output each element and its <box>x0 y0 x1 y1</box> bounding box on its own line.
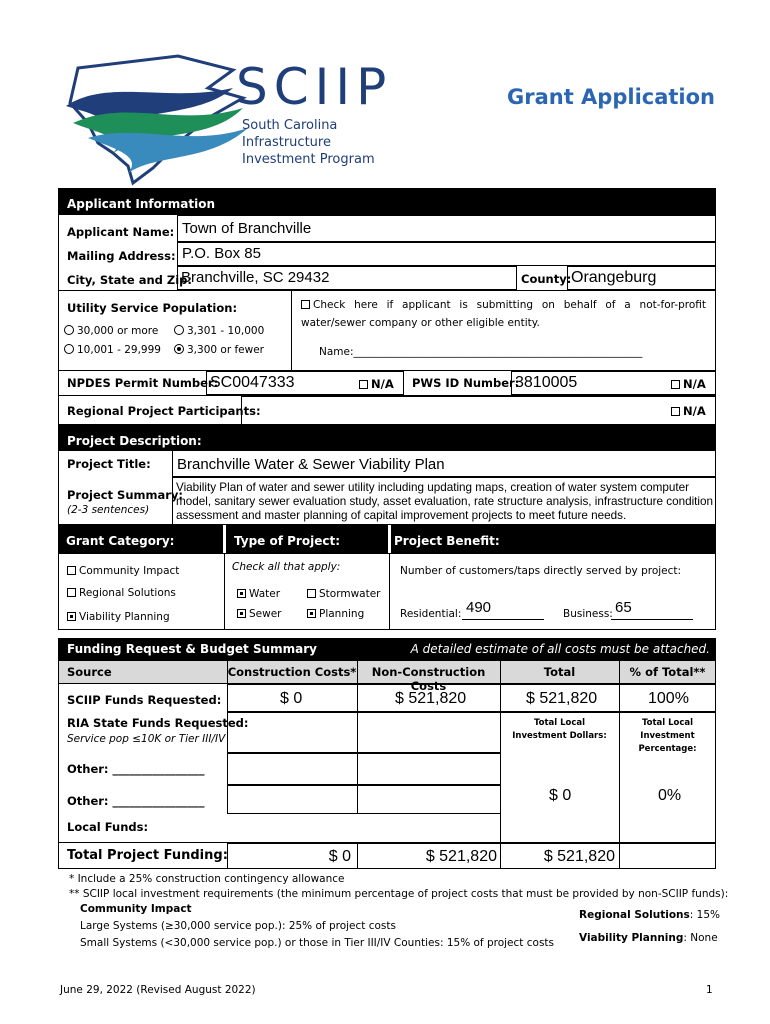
applicant-section-header: Applicant Information <box>58 188 716 215</box>
pws-label: PWS ID Number: <box>412 376 520 390</box>
population-radio-icon <box>64 344 74 354</box>
nonprofit-name-field[interactable]: Name:_______________________________________________________ <box>319 346 643 358</box>
col-source: Source <box>67 665 112 679</box>
footnote-contingency: * Include a 25% construction contingency allowance <box>69 873 345 885</box>
sciip-construction-field[interactable]: $ 0 <box>227 684 358 712</box>
ria-funds-label: RIA State Funds Requested: <box>67 716 249 730</box>
logo-subtitle-2: Infrastructure <box>242 135 331 150</box>
total-row-label: Total Project Funding: <box>67 848 228 863</box>
total-pct-field[interactable] <box>619 843 716 869</box>
divider <box>619 660 620 684</box>
type-of-project-header: Type of Project: <box>226 525 388 553</box>
population-radio-selected-icon <box>174 344 184 354</box>
type-option-sewer[interactable]: Sewer <box>237 608 282 620</box>
sciip-total-field[interactable]: $ 521,820 <box>500 684 620 712</box>
project-summary-field[interactable]: Viability Plan of water and sewer utility including updating maps, creation of water system computer model, sanitary sewer evaluation study, asset evaluation, rate structure analysis, infrastructure condition assessment and master planning of capital improvement projects to meet future needs. <box>172 477 716 525</box>
total-construction-field[interactable]: $ 0 <box>227 843 358 869</box>
checkbox-checked-icon <box>307 609 316 618</box>
checkbox-checked-icon <box>237 589 246 598</box>
type-option-stormwater[interactable]: Stormwater <box>307 588 380 600</box>
col-pct: % of Total** <box>629 665 706 679</box>
divider <box>58 868 228 869</box>
grant-category-header: Grant Category: <box>58 525 223 553</box>
mailing-address-field[interactable]: P.O. Box 85 <box>177 242 716 266</box>
footnote-regional: Regional Solutions: 15% <box>579 909 720 921</box>
pws-field[interactable]: 3810005 <box>511 371 716 395</box>
regional-participants-field[interactable] <box>241 396 716 425</box>
logo-subtitle-1: South Carolina <box>242 118 338 133</box>
local-funds-label: Local Funds: <box>67 820 149 834</box>
logo-text: SCIIP <box>236 58 393 116</box>
city-state-zip-label: City, State and Zip: <box>67 273 192 287</box>
city-state-zip-field[interactable]: Branchville, SC 29432 <box>177 266 517 290</box>
pws-na-checkbox[interactable]: N/A <box>671 377 706 391</box>
divider <box>224 553 225 630</box>
project-title-field[interactable]: Branchville Water & Sewer Viability Plan <box>172 450 716 477</box>
population-option-10001[interactable]: 10,001 - 29,999 <box>64 344 161 356</box>
footnote-community-large: Large Systems (≥30,000 service pop.): 25% of project costs <box>80 920 396 932</box>
county-field[interactable]: Orangeburg <box>567 266 716 290</box>
residential-field[interactable]: 490 <box>462 598 544 620</box>
sciip-pct-field[interactable]: 100% <box>619 684 716 712</box>
divider <box>291 291 292 370</box>
local-pct-field[interactable]: 0% <box>619 712 716 843</box>
project-summary-label: Project Summary: <box>67 488 184 502</box>
other-2-label[interactable]: Other: ________________ <box>67 794 205 808</box>
page-number: 1 <box>706 984 713 996</box>
type-option-water[interactable]: Water <box>237 588 280 600</box>
regional-participants-label: Regional Project Participants: <box>67 404 261 418</box>
sciip-funds-label: SCIIP Funds Requested: <box>67 693 222 707</box>
npdes-field[interactable]: SC0047333 <box>206 371 404 395</box>
col-total: Total <box>543 665 576 679</box>
checkbox-icon <box>359 380 368 389</box>
nonprofit-checkbox-row[interactable]: Check here if applicant is submitting on behalf of a not-for-profit water/sewer company or other eligible entity. <box>301 299 706 329</box>
footnote-viability: Viability Planning: None <box>579 932 718 944</box>
business-field[interactable]: 65 <box>611 598 693 620</box>
applicant-name-label: Applicant Name: <box>67 225 175 239</box>
total-nonconstruction-field[interactable]: $ 521,820 <box>357 843 501 869</box>
grant-option-viability-planning[interactable]: Viability Planning <box>67 611 170 623</box>
total-total-field[interactable]: $ 521,820 <box>500 843 620 869</box>
footnote-local-requirement: ** SCIIP local investment requirements (the minimum percentage of project costs that must be provided by non-SCIIP funds): <box>69 888 729 900</box>
grant-option-regional-solutions[interactable]: Regional Solutions <box>67 587 176 599</box>
south-carolina-map-icon <box>58 48 258 188</box>
ria-nonconstruction-field[interactable] <box>357 712 501 753</box>
logo-subtitle-3: Investment Program <box>242 152 375 167</box>
population-radio-icon <box>174 325 184 335</box>
grant-option-community-impact[interactable]: Community Impact <box>67 565 179 577</box>
project-section-header: Project Description: <box>58 425 716 450</box>
local-pct-label: Total Local Investment Percentage: <box>638 718 697 754</box>
residential-label: Residential: <box>400 608 462 620</box>
divider <box>58 684 59 869</box>
checkbox-icon <box>671 407 680 416</box>
applicant-name-field[interactable]: Town of Branchville <box>177 215 716 242</box>
other2-nonconstruction-field[interactable] <box>357 785 501 814</box>
population-option-30000[interactable]: 30,000 or more <box>64 325 158 337</box>
other1-construction-field[interactable] <box>227 753 358 785</box>
population-option-3300[interactable]: 3,300 or fewer <box>174 344 264 356</box>
population-option-3301[interactable]: 3,301 - 10,000 <box>174 325 264 337</box>
divider <box>389 553 390 630</box>
col-construction: Construction Costs* <box>227 665 357 679</box>
county-label: County: <box>521 272 572 286</box>
other-1-label[interactable]: Other: ________________ <box>67 762 205 776</box>
sciip-logo <box>58 48 393 188</box>
business-label: Business: <box>563 608 613 620</box>
population-radio-icon <box>64 325 74 335</box>
col-nonconstruction: Non-Construction Costs <box>371 665 486 693</box>
footnote-community-title: Community Impact <box>80 903 192 915</box>
project-title-label: Project Title: <box>67 457 151 471</box>
population-label: Utility Service Population: <box>67 301 238 315</box>
local-dollars-field[interactable]: $ 0 <box>500 712 620 843</box>
type-option-planning[interactable]: Planning <box>307 608 364 620</box>
checkbox-checked-icon <box>237 609 246 618</box>
page-title: Grant Application <box>506 85 715 109</box>
divider <box>357 660 358 684</box>
ria-funds-note: Service pop ≤10K or Tier III/IV <box>67 733 226 745</box>
checkbox-icon <box>67 566 76 575</box>
footer-date: June 29, 2022 (Revised August 2022) <box>60 984 256 996</box>
local-dollars-label: Total Local Investment Dollars: <box>512 718 607 741</box>
footnote-community-small: Small Systems (<30,000 service pop.) or those in Tier III/IV Counties: 15% of project costs <box>80 937 555 949</box>
regional-na-checkbox[interactable]: N/A <box>671 404 706 418</box>
checkbox-checked-icon <box>67 612 76 621</box>
checkbox-icon <box>67 588 76 597</box>
divider <box>227 660 228 684</box>
nonprofit-checkbox-icon <box>301 300 310 309</box>
other1-nonconstruction-field[interactable] <box>357 753 501 785</box>
checkbox-icon <box>671 380 680 389</box>
other2-construction-field[interactable] <box>227 785 358 814</box>
mailing-address-label: Mailing Address: <box>67 249 176 263</box>
project-summary-note: (2-3 sentences) <box>67 504 150 516</box>
sciip-nonconstruction-field[interactable]: $ 521,820 <box>357 684 501 712</box>
benefit-note: Number of customers/taps directly served by project: <box>400 565 682 577</box>
divider <box>58 290 716 291</box>
type-note: Check all that apply: <box>232 561 341 573</box>
ria-construction-field[interactable] <box>227 712 358 753</box>
project-benefit-header: Project Benefit: <box>391 525 716 553</box>
divider <box>500 660 501 684</box>
checkbox-icon <box>307 589 316 598</box>
funding-section-header: Funding Request & Budget Summary A detailed estimate of all costs must be attached. <box>58 638 716 660</box>
npdes-na-checkbox[interactable]: N/A <box>359 377 394 391</box>
npdes-label: NPDES Permit Number: <box>67 376 219 390</box>
